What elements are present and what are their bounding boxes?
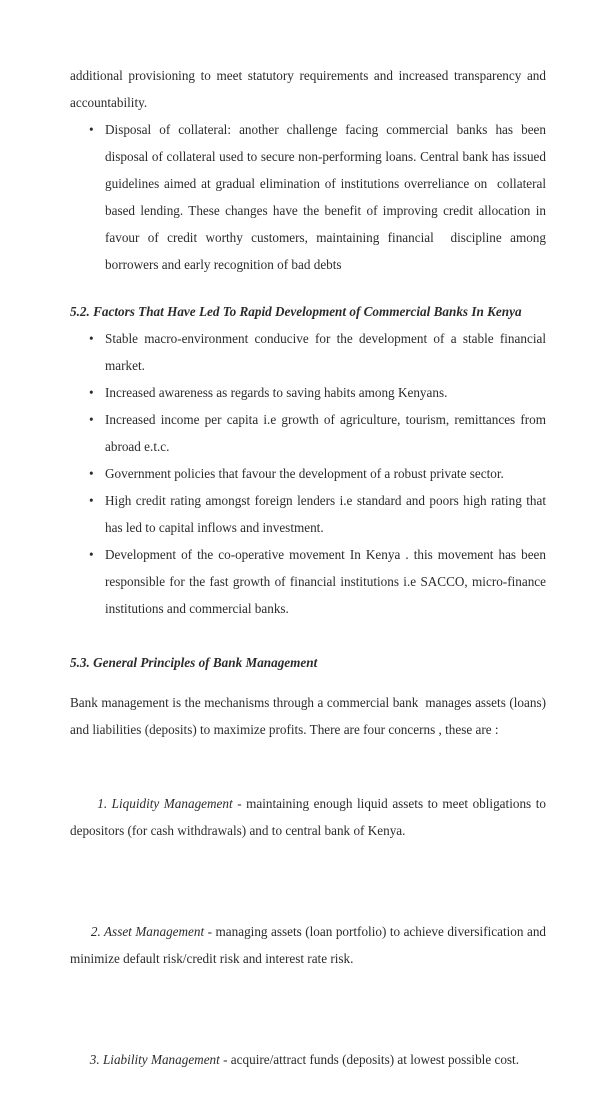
bullet-icon: • — [89, 547, 94, 562]
principle-2-description: - managing assets (loan portfolio) to achieve diversification and minimize default risk/credit risk and interest rate risk. — [70, 924, 550, 966]
bullet-icon: • — [89, 385, 94, 400]
bullet-icon: • — [89, 466, 94, 481]
bullet-text: Stable macro-environment conducive for the development of a stable financial market. — [105, 331, 550, 373]
bullet-icon: • — [89, 493, 94, 508]
spacer — [70, 676, 546, 689]
page-content — [70, 62, 550, 1100]
spacer — [70, 622, 546, 649]
spacer — [70, 743, 546, 763]
bullet-icon: • — [89, 412, 94, 427]
list-item — [70, 325, 550, 379]
spacer — [70, 871, 546, 891]
principle-1-term: 1. Liquidity Management — [97, 796, 233, 811]
bullet-text: Disposal of collateral: another challenge facing commercial banks has been disposal of collateral used to secure non-performing loans. Central bank has issued guidelines aimed at gradual elimination of institutions overreliance on collateral based lending. These changes have the benefit of improving credit allocation in favour of credit worthy customers, maintaining financial discipline among borrowers and early recognition of bad debts — [105, 122, 550, 272]
list-item — [70, 379, 546, 406]
principle-1-description: - maintaining enough liquid assets to meet obligations to depositors (for cash withdrawals) and to central bank of Kenya. — [70, 796, 550, 838]
disposal-bullet-list — [70, 116, 550, 278]
list-item — [70, 116, 550, 278]
list-item — [70, 406, 550, 460]
principle-3-term: 3. Liability Management — [89, 1052, 220, 1067]
bullet-text: High credit rating amongst foreign lenders i.e standard and poors high rating that has led to capital inflows and investment. — [105, 493, 550, 535]
bullet-icon: • — [89, 331, 94, 346]
principle-2-term: 2. Asset Management — [90, 924, 205, 939]
spacer — [70, 999, 546, 1019]
principle-3-paragraph — [70, 1019, 546, 1100]
bullet-text: Government policies that favour the development of a robust private sector. — [105, 466, 504, 481]
spacer — [70, 278, 546, 298]
principle-2-paragraph — [70, 891, 550, 999]
intro-continuation-paragraph: additional provisioning to meet statutory requirements and increased transparency and accountability. — [70, 68, 550, 110]
bullet-text: Development of the co-operative movement In Kenya . this movement has been responsible for the fast growth of financial institutions i.e SACCO, micro-finance institutions and commercial banks. — [105, 547, 550, 616]
section-heading-5-3: 5.3. General Principles of Bank Management — [70, 655, 318, 670]
section-53-intro-paragraph: Bank management is the mechanisms through a commercial bank manages assets (loans) and liabilities (deposits) to maximize profits. There are four concerns , these are : — [70, 695, 550, 737]
list-item — [70, 487, 550, 541]
section-heading-5-2: 5.2. Factors That Have Led To Rapid Development of Commercial Banks In Kenya — [70, 304, 522, 319]
bullet-text: Increased awareness as regards to saving habits among Kenyans. — [105, 385, 448, 400]
list-item — [70, 541, 550, 622]
bullet-text: Increased income per capita i.e growth of agriculture, tourism, remittances from abroad e.t.c. — [105, 412, 550, 454]
principle-3-description: - acquire/attract funds (deposits) at lowest possible cost. — [219, 1052, 520, 1067]
list-item — [70, 460, 546, 487]
section-52-bullet-list — [70, 325, 550, 622]
principle-1-paragraph — [70, 763, 550, 871]
bullet-icon: • — [89, 122, 94, 137]
